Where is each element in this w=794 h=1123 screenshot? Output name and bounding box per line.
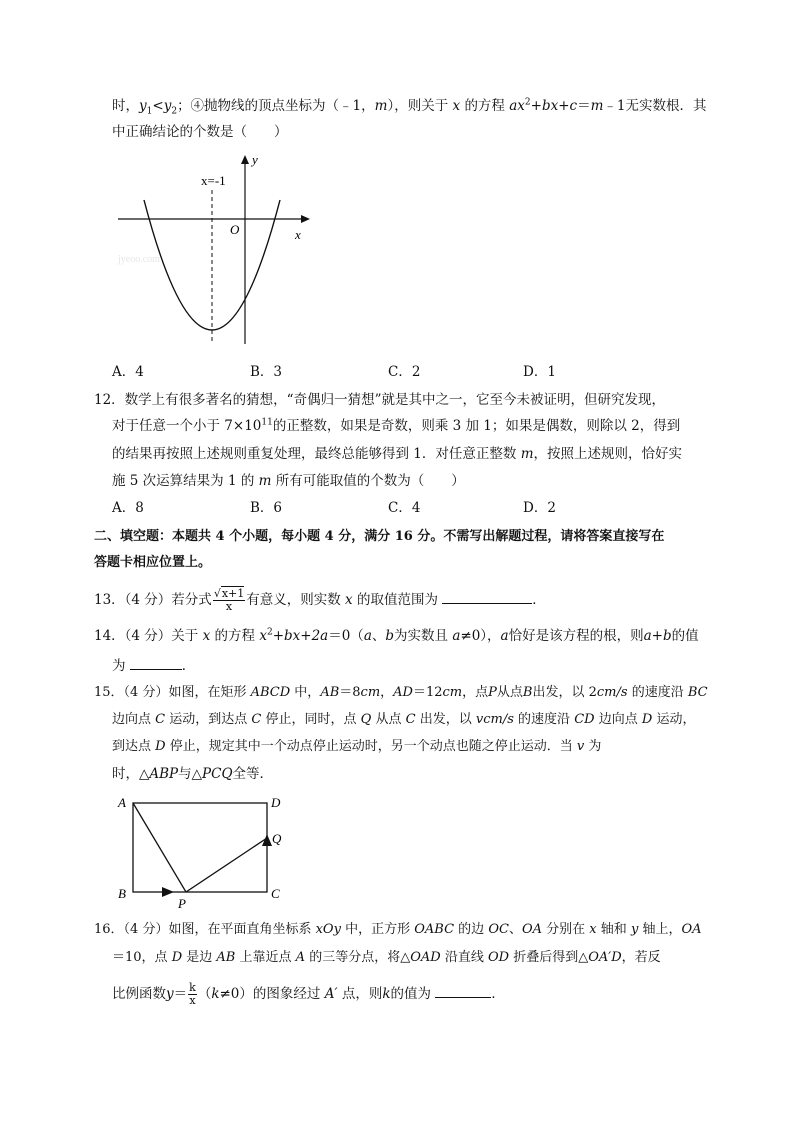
q12-line3: 的结果再按照上述规则重复处理，最终总能够得到 1．对任意正整数 m，按照上述规则，恰好实 (112, 446, 682, 462)
q11-option-a: A．4 (112, 364, 144, 380)
rectangle-figure (112, 790, 297, 910)
q12-option-a: A．8 (112, 500, 144, 516)
q16-answer-blank[interactable] (435, 983, 491, 998)
q11-option-b: B．3 (250, 364, 283, 380)
q13-line: 13．（4 分）若分式 $\frac{√x+1}{x}$ 有意义，则实数 x 的取值范围为 ． (94, 587, 546, 613)
q11-line1: 时，$y_1<y_2$；④抛物线的顶点坐标为（﹣1，m），则关于 x 的方程 $ax^2+bx+c=m﹣1$无实数根．其 (112, 97, 707, 117)
y-axis-label: y (252, 152, 258, 167)
q11-line2: 中正确结论的个数是（ ） (112, 124, 288, 140)
q13-fraction: $\frac{√x+1}{x}$ (213, 587, 245, 613)
q14-line2: 为 ． (112, 655, 195, 676)
q15-line1: 15．（4 分）如图，在矩形 ABCD 中，AB＝8cm，AD＝12cm，点P从点B出发，以 2cm/s 的速度沿 BC (94, 685, 708, 700)
q16-line1: 16．（4 分）如图，在平面直角坐标系 xOy 中，正方形 OABC 的边 OC、OA 分别在 x 轴和 y 轴上，OA (94, 922, 702, 937)
label-b: B (118, 886, 126, 901)
label-q: Q (272, 831, 282, 846)
q15-line4: 时，△ABP与△PCQ全等． (112, 766, 274, 782)
q14-line1: 14．（4 分）关于 x 的方程 $x^2+bx+2a=0(a$、b为实数且 a≠0），a恰好是该方程的根，则a+b的值 (94, 627, 699, 644)
q16-line3: 比例函数y＝ $\frac{k}{x}$ （k≠0）的图象经过 A′ 点，则k的值为 ． (112, 981, 505, 1007)
parabola-graph (112, 148, 322, 348)
label-a: A (118, 795, 126, 810)
section2-heading-line1: 二、填空题：本题共 4 个小题，每小题 4 分，满分 16 分。不需写出解题过程，请将答案直接写在 (94, 529, 665, 544)
q15-line3: 到达点 D 停止，规定其中一个动点停止运动时，另一个动点也随之停止运动．当 v 为 (112, 739, 602, 754)
q14-answer-blank[interactable] (130, 655, 182, 670)
segment-ap (133, 803, 186, 892)
q16-line2: ＝10，点 D 是边 AB 上靠近点 A 的三等分点，将△OAD 沿直线 OD 折叠后得到△OA′D，若反 (112, 950, 661, 965)
q12-line4: 施 5 次运算结果为 1 的 m 所有可能取值的个数为（ ） (112, 473, 465, 489)
q16-fraction: $\frac{k}{x}$ (189, 981, 196, 1007)
q12-line2: 对于任意一个小于 $7\times 10^{11}$的正整数，如果是奇数，则乘 3 加 1；如果是偶数，则除以 2，得到 (112, 417, 681, 434)
q15-line2: 边向点 C 运动，到达点 C 停止，同时，点 Q 从点 C 出发，以 vcm/s 的速度沿 CD 边向点 D 运动， (112, 712, 696, 727)
p-direction-arrow-icon (162, 887, 174, 897)
q13-answer-blank[interactable] (442, 589, 532, 604)
q12-line1: 12．数学上有很多著名的猜想，“奇偶归一猜想”就是其中之一，它至今未被证明，但研究发现， (94, 392, 665, 408)
q12-option-c: C．4 (388, 500, 421, 516)
x-axis-label: x (295, 227, 301, 242)
label-d: D (271, 795, 281, 810)
q11-option-c: C．2 (388, 364, 421, 380)
label-c: C (271, 886, 280, 901)
origin-label: O (230, 222, 240, 237)
y-axis-arrow-icon (241, 155, 249, 164)
x-axis-arrow-icon (301, 215, 310, 223)
segment-pq (186, 838, 267, 892)
q12-option-b: B．6 (250, 500, 283, 516)
section2-heading-line2: 答题卡相应位置上。 (94, 555, 212, 570)
q12-option-d: D．2 (523, 500, 556, 516)
rectangle-abcd (133, 803, 267, 892)
label-p: P (178, 896, 186, 910)
q11-option-d: D．1 (523, 364, 556, 380)
graph-watermark: jyeoo.com (118, 254, 160, 265)
symmetry-axis-label: x=-1 (201, 173, 226, 188)
